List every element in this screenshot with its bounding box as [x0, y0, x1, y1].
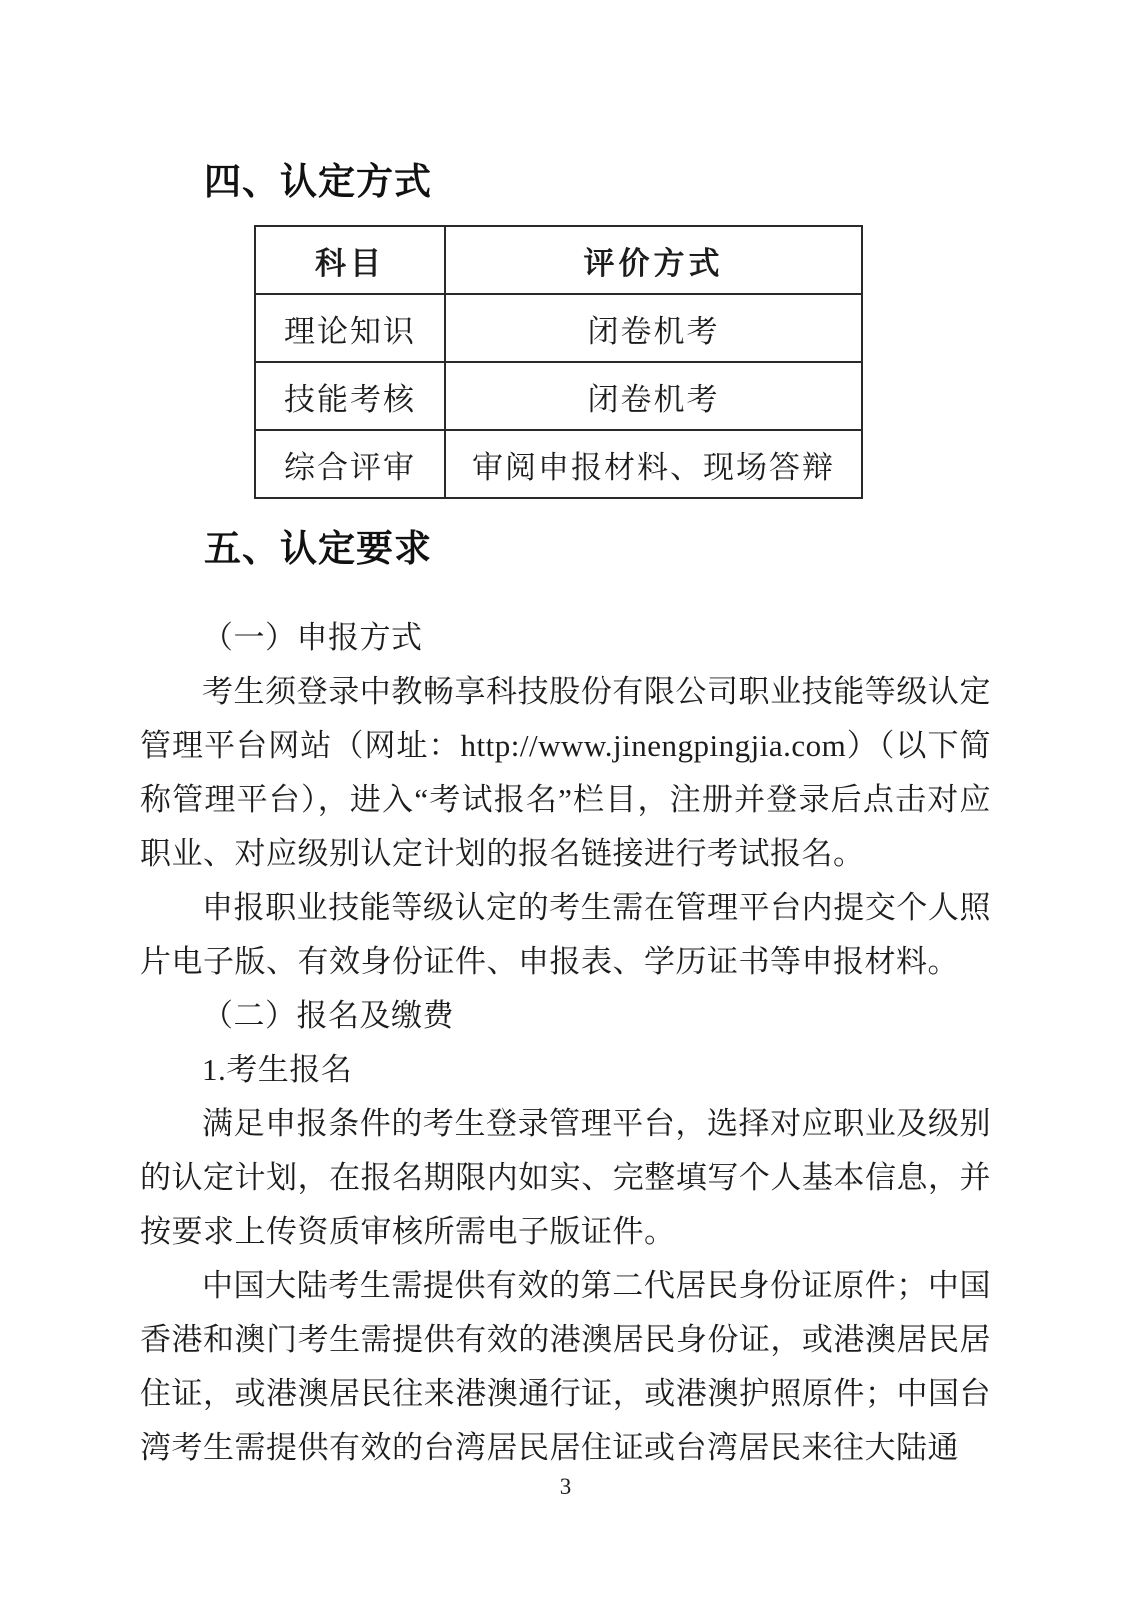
table-row — [255, 362, 862, 430]
table-cell-method: 审阅申报材料、现场答辩 — [445, 430, 862, 498]
table-row — [255, 294, 862, 362]
subsection-2-heading: （二）报名及缴费 — [202, 998, 454, 1033]
table-header-evaluation-method: 评价方式 — [445, 226, 862, 294]
table-header-row — [255, 226, 862, 294]
section-5-body — [140, 611, 991, 1475]
subsection-1-heading: （一）申报方式 — [202, 620, 423, 655]
table-cell-subject: 综合评审 — [255, 430, 445, 498]
table-cell-method: 闭卷机考 — [445, 362, 862, 430]
table-cell-subject: 理论知识 — [255, 294, 445, 362]
paragraph-id-requirements: 中国大陆考生需提供有效的第二代居民身份证原件；中国香港和澳门考生需提供有效的港澳居民身份证，或港澳居民居住证，或港澳居民往来港澳通行证，或港澳护照原件；中国台湾考生需提供有效的台湾居民居住证或台湾居民来往大陆通 — [140, 1268, 991, 1465]
section-5-heading: 五、认定要求 — [204, 528, 432, 569]
section-4-heading: 四、认定方式 — [204, 161, 432, 202]
paragraph-candidate-registration: 满足申报条件的考生登录管理平台，选择对应职业及级别的认定计划，在报名期限内如实、完整填写个人基本信息，并按要求上传资质审核所需电子版证件。 — [140, 1106, 991, 1249]
page-number: 3 — [559, 1474, 572, 1499]
table-row — [255, 430, 862, 498]
paragraph-application-method: 考生须登录中教畅享科技股份有限公司职业技能等级认定管理平台网站（网址：http://www.jinengpingjia.com）（以下简称管理平台），进入“考试报名”栏目，注册并登录后点击对应职业、对应级别认定计划的报名链接进行考试报名。 — [140, 674, 991, 871]
table-cell-method: 闭卷机考 — [445, 294, 862, 362]
paragraph-application-materials: 申报职业技能等级认定的考生需在管理平台内提交个人照片电子版、有效身份证件、申报表、学历证书等申报材料。 — [140, 890, 991, 979]
table-header-subject: 科目 — [255, 226, 445, 294]
item-1-heading: 1.考生报名 — [202, 1052, 353, 1087]
assessment-method-table — [254, 225, 863, 499]
page-content — [140, 0, 991, 1475]
table-cell-subject: 技能考核 — [255, 362, 445, 430]
